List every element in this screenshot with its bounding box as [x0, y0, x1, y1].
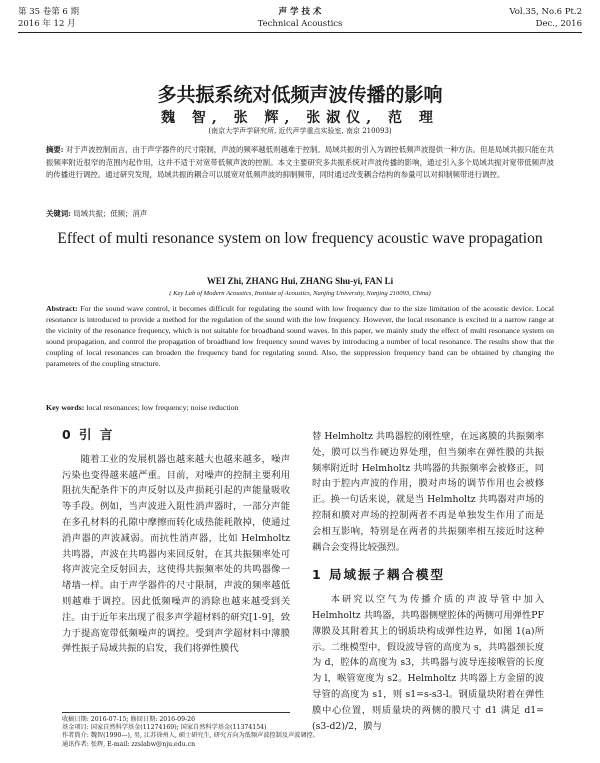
- footnote-received: 收稿日期: 2016-07-15; 修回日期: 2016-09-26: [62, 716, 196, 723]
- keywords-en-text: local resonances; low frequency; noise reduction: [86, 403, 239, 412]
- abstract-en: [46, 304, 554, 369]
- title-cn: 多共振系统对低频声波传播的影响: [157, 84, 443, 106]
- keywords-en: [46, 403, 554, 412]
- footnote-correspondence: 通讯作者: 张辉, E-mail: zzslabw@nju.edu.cn: [62, 740, 196, 748]
- authors-cn: 魏 智, 张 辉, 张淑仪, 范 理: [161, 110, 439, 126]
- date-en: Dec., 2016: [535, 19, 582, 29]
- keywords-cn: [46, 208, 554, 219]
- footnote-author-bio: 作者简介: 魏智(1990—), 男, 江苏徐州人, 硕士研究生, 研究方向为低频声波控制及声波调控。: [62, 732, 319, 740]
- header-center: [18, 6, 582, 30]
- journal-cn: 声 学 技 术: [278, 7, 322, 17]
- date-cn: 2016 年 12 月: [18, 19, 76, 29]
- title-en: Effect of multi resonance system on low frequency acoustic wave propagation: [57, 230, 543, 247]
- left-column: [62, 419, 290, 657]
- abstract-en-text: For the sound wave control, it becomes difficult for regulating the sound with low frequency due to the size limitation of the acoustic device. Local resonance is introduced to provide a method for the regulation of the sound with the low frequency. However, the local resonance is excited in a narrow range at the vicinity of the resonance frequency, which is not suitable for broadband sound waves. In this paper, we mainly study the effect of multi resonance system on sound propagation, and control the propagation of broadband low frequency sound waves by introducing a number of local resonance. The results show that the coupling of local resonances can broaden the frequency band for regulating sound. Also, the suppression frequency band can be obtained by changing the parameters of the coupling structure.: [46, 304, 555, 368]
- footnote-funding: 基金项目: 国家自然科学基金(11274169); 国家自然科学基金(11374154): [62, 724, 267, 732]
- abstract-cn-text: 对于声波控制而言，由于声学器件的尺寸限制，声波的频率越低则越难于控制。局域共振的引入为调控低频声波提供一种方法。但是局域共振只能在共振频率附近很窄的范围内起作用，这并不适于对宽带低频声波的控制。本文主要研究多共振系统对声波传播的影响，通过引入多个局域共振对宽带低频声波的传播进行调控。通过研究发现，局域共振的耦合可以展宽对低频声波的抑制频带，同时通过改变耦合结构的参量可以对抑制频带进行调控。: [46, 145, 554, 180]
- journal-en: Technical Acoustics: [257, 19, 343, 29]
- section-0-title: 0 引 言: [62, 427, 115, 442]
- volume-en: Vol.35, No.6 Pt.2: [509, 7, 582, 17]
- keywords-en-label: Key words:: [46, 403, 85, 412]
- keywords-cn-text: 局域共振；低频；消声: [73, 209, 148, 218]
- intro-continued-text: 替 Helmholtz 共鸣器腔的刚性壁，在远离膜的共振频率处，膜可以当作硬边界处理，但当频率在弹性膜的共振频率附近时 Helmholtz 共鸣器的共振频率会被修正，同时由于腔内声波的作用，膜对声场的调节作用也会被修正。换一句话来说，就是当 Helmholtz 共鸣器对声场的控制和膜对声场的控制两者不再是单独发生作用了而是会相互影响，特别是在两者的共振频率相互接近时这种耦合会变得比较强烈。: [312, 431, 544, 553]
- footnote: [62, 712, 319, 749]
- keywords-cn-label: 关键词:: [46, 209, 71, 218]
- abstract-cn: [46, 144, 554, 182]
- section-0-text: 随着工业的发展机器也越来越大也越来越多，噪声污染也变得越来越严重。目前，对噪声的控制主要利用阻抗失配条件下的声反射以及声损耗引起的声能量吸收等手段。例如，当声波进入阻性消声器时，一部分声能在多孔材料的孔隙中摩擦而转化成热能耗散掉，使通过消声器的声波减弱。而抗性消声器，比如 Helmholtz 共鸣器，声波在共鸣器内来回反射，在其共振频率处可将声波完全反射回去，这使得共振频率处的共鸣器像一堵墙一样。由于声学器件的尺寸限制，声波的频率越低则越难于调控。因此低频噪声的消除也越来越受到关注。由于近年来出现了很多声学超材料的研究[1-9]，致力于提高宽带低频噪声的调控。受到声学超材料中薄膜弹性振子局域共振的启发，我们将弹性膜代: [62, 453, 290, 655]
- right-column: [312, 429, 544, 734]
- page-header: [18, 6, 582, 33]
- affiliation-en: ( Key Lab of Modern Acoustics, Institute of Acoustics, Nanjing University, Nanjing 210093, China): [169, 290, 431, 297]
- abstract-en-label: Abstract:: [46, 304, 78, 313]
- abstract-cn-label: 摘要:: [46, 145, 64, 154]
- affiliation-cn: (南京大学声学研究所, 近代声学重点实验室, 南京 210093): [208, 127, 392, 135]
- header-right: [509, 6, 582, 30]
- section-1-title: 1 局域振子耦合模型: [312, 567, 446, 583]
- volume-cn: 第 35 卷第 6 期: [18, 7, 80, 17]
- authors-en: WEI Zhi, ZHANG Hui, ZHANG Shu-yi, FAN Li: [206, 276, 394, 286]
- section-1-text: 本研究以空气为传播介质的声波导管中加入 Helmholtz 共鸣器，共鸣器侧壁腔体的两侧可用弹性PF薄膜及其附着其上的钢质块构成弹性边界，如图 1(a)所示。二维模型中，假设波导管的高度为 s，共鸣器颈长度为 d，腔体的高度为 s3，共鸣器与波导连接喉管的长度为 l，喉管宽度为 s2。Helmholtz 共鸣器上方金留的波导管的高度为 s1，则 s1=s-s3-l。钢质量块附着在弹性膜中心位置，则质量块的两侧的膜尺寸 d1 满足 d1=(s3-d2)/2，膜与: [312, 594, 544, 732]
